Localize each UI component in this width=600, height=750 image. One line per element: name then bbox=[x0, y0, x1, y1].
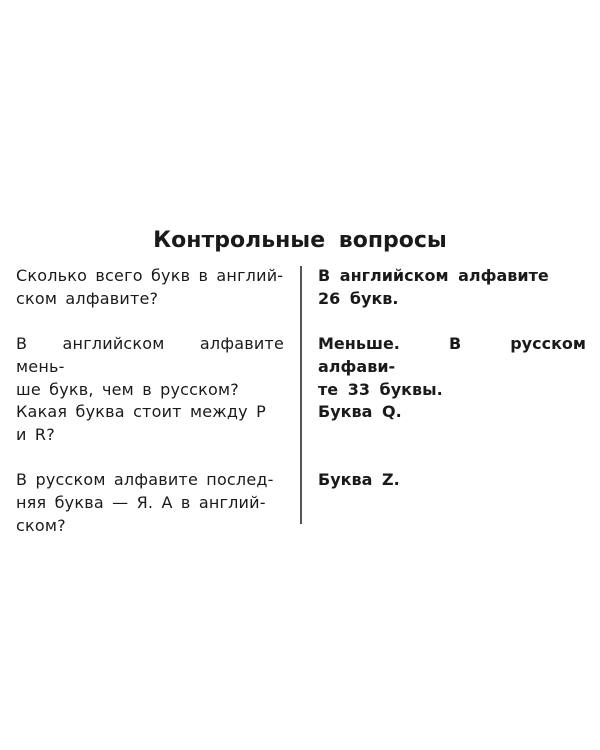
question-2 bbox=[16, 332, 284, 401]
question-4-line-2: няя буква — Я. А в англий- bbox=[16, 493, 266, 512]
question-3 bbox=[16, 400, 284, 446]
question-3-line-2: и R? bbox=[16, 425, 55, 444]
question-1-line-2: ском алфавите? bbox=[16, 289, 159, 308]
question-1-line-1: Сколько всего букв в англий- bbox=[16, 266, 284, 285]
column-divider bbox=[300, 266, 302, 524]
answer-3-line-1: Буква Q. bbox=[318, 402, 402, 421]
answer-4-line-1: Буква Z. bbox=[318, 470, 400, 489]
answer-2 bbox=[318, 332, 586, 401]
question-2-line-1: В английском алфавите мень- bbox=[16, 334, 284, 376]
question-4 bbox=[16, 468, 284, 537]
page-title: Контрольные вопросы bbox=[153, 228, 447, 253]
question-4-line-1: В русском алфавите послед- bbox=[16, 470, 274, 489]
answer-2-line-1: Меньше. В русском алфави- bbox=[318, 334, 586, 376]
question-3-line-1: Какая буква стоит между Р bbox=[16, 402, 266, 421]
answer-1-line-2: 26 букв. bbox=[318, 289, 399, 308]
answer-2-line-2: те 33 буквы. bbox=[318, 380, 443, 399]
question-4-line-3: ском? bbox=[16, 516, 66, 535]
answer-1-line-1: В английском алфавите bbox=[318, 266, 549, 285]
answer-1 bbox=[318, 264, 586, 310]
answer-4 bbox=[318, 468, 586, 491]
question-2-line-2: ше букв, чем в русском? bbox=[16, 380, 239, 399]
question-1 bbox=[16, 264, 284, 310]
answer-3 bbox=[318, 400, 586, 423]
